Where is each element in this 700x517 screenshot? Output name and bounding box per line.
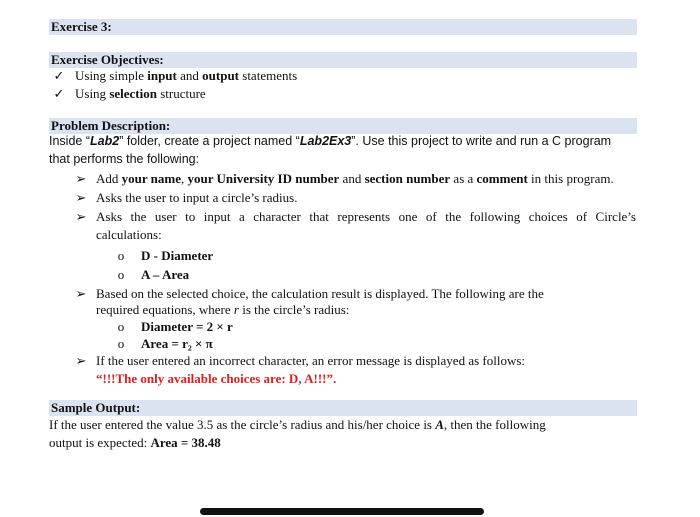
task-item-continuation: calculations: (96, 227, 162, 242)
circle-bullet-icon: o (117, 248, 125, 263)
objective-item: Using simple input and output statements (75, 68, 298, 83)
arrow-bullet-icon: ➢ (75, 286, 87, 301)
arrow-bullet-icon: ➢ (75, 209, 87, 224)
choice-item: D - Diameter (141, 248, 214, 263)
objective-item: Using selection structure (75, 86, 206, 101)
sample-output-line: output is expected: Area = 38.48 (49, 435, 221, 450)
arrow-bullet-icon: ➢ (75, 353, 87, 368)
arrow-bullet-icon: ➢ (75, 190, 87, 205)
home-indicator[interactable] (200, 508, 484, 515)
problem-heading: Problem Description: (49, 118, 637, 134)
circle-bullet-icon: o (117, 319, 125, 334)
exercise-title: Exercise 3: (49, 19, 637, 35)
equation-item: Diameter = 2 × r (141, 319, 233, 334)
circle-bullet-icon: o (117, 336, 125, 351)
problem-intro-line: Inside “Lab2” folder, create a project named “Lab2Ex3”. Use this project to write and run a C program (49, 134, 612, 148)
check-icon: ✓ (53, 68, 65, 83)
task-item: Asks the user to input a circle’s radius. (96, 190, 298, 205)
task-item: If the user entered an incorrect character, an error message is displayed as follows: (96, 353, 526, 368)
sample-output-line: If the user entered the value 3.5 as the circle’s radius and his/her choice is A, then the following (49, 417, 546, 432)
choice-item: A – Area (141, 267, 190, 282)
arrow-bullet-icon: ➢ (75, 171, 87, 186)
task-item: Based on the selected choice, the calculation result is displayed. The following are the (96, 286, 544, 301)
objectives-heading: Exercise Objectives: (49, 52, 637, 68)
circle-bullet-icon: o (117, 267, 125, 282)
sample-output-heading: Sample Output: (49, 400, 637, 416)
task-item: Add your name, your University ID number and section number as a comment in this program. (96, 171, 614, 186)
check-icon: ✓ (53, 86, 65, 101)
error-message: “!!!The only available choices are: D, A!!!”. (96, 371, 337, 386)
problem-intro-line: that performs the following: (49, 152, 200, 166)
equation-item: Area = r₂ × π (141, 336, 213, 351)
task-item: Asks the user to input a character that represents one of the following choices of Circle’s (96, 209, 636, 224)
task-item-continuation: required equations, where r is the circle’s radius: (96, 302, 350, 317)
